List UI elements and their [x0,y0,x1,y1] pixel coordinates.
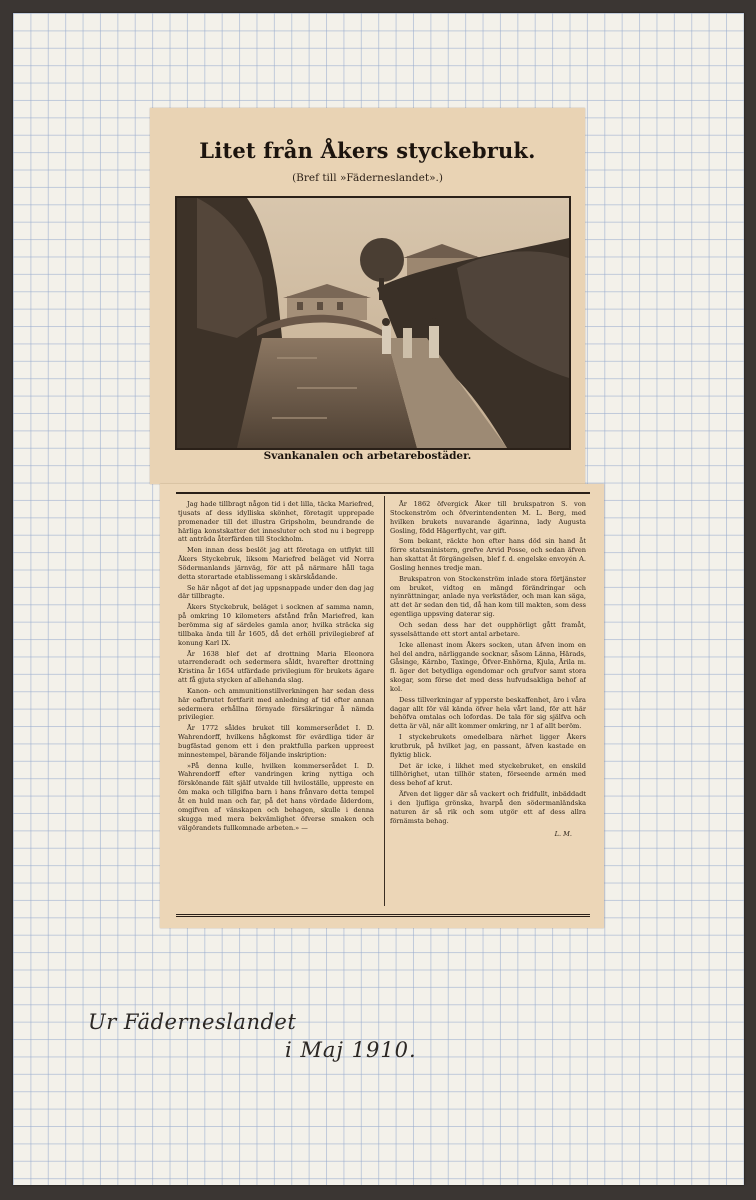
paragraph: Men innan dess beslöt jag att företaga en utflykt till Åkers Styckebruk, liksom Mariefred beläget vid Norra Södermanlands järnväg, för att på närmare håll taga detta storartade etablissemang i skärskådande. [178,546,374,581]
author-signature: L. M. [554,829,572,838]
paragraph: Jag hade tillbragt någon tid i det lilla, täcka Mariefred, tjusats af dess idylliska skönhet, företagit upprepade promenader till det illustra Gripsholm, beundrande de härliga konstskatter det innesluter och stod nu i begrepp att anträda återfärden till Stockholm. [178,500,374,544]
photo-canal [175,196,571,450]
paragraph: »På denna kulle, hvilken kommerserådet I. D. Wahrendorff efter vandringen kring nyttiga och förskönande fält själf utvalde till hviloställe, uppreste en öm maka och tillgifna barn i hans frånvaro detta tempel åt en huld man och far, på det hans vördade ålderdom, omgifven af vänskapen och behagen, skulle i denna skugga med mera bekvämlighet öfverse smaken och välgörandets fullkomnade arbeten.» — [178,761,374,832]
subheadline: (Bref till »Fäderneslandet».) [292,172,443,184]
canal-photo-illustration [177,198,569,448]
article-body [176,492,590,917]
clipping-top [150,108,585,484]
clipping-article [160,484,604,928]
column-divider [384,496,385,906]
graph-paper-sheet [13,13,744,1185]
paragraph: Äfven det ligger där så vackert och fridfullt, inbäddadt i den ljufliga grönska, hvarpå den södermanländska naturen är så rik och som utgör ett af dess allra förnämsta behag. [390,790,586,825]
article-column-right [390,500,586,902]
paragraph: Dess tillverkningar af ypperste beskaffenhet, äro i våra dagar allt för väl kända öfver hela vårt land, för att här behöfva omtalas och lofordas. De tala för sig själfva och detta är väl, när allt kommer omkring, nr 1 af allt beröm. [390,695,586,731]
paragraph: Icke allenast inom Åkers socken, utan äfven inom en hel del andra, närliggande socknar, såsom Länna, Härads, Gåsinge, Kärnbo, Taxinge, Öfver-Enhörna, Kjula, Årila m. fl. äger det betydliga egendomar och grufvor samt stora skogar, som förse det med dess hufvudsakliga behof af kol. [390,640,586,693]
paragraph: Åkers Styckebruk, beläget i socknen af samma namn, på omkring 10 kilometers afstånd från Mariefred, kan berömma sig af särdeles gamla anor, hvilka sträcka sig tillbaka ända till år 1605, då det erhöll privilegiebref af konung Karl IX. [178,603,374,647]
paragraph: Som bekant, räckte hon efter hans död sin hand åt förre statsministern, grefve Arvid Posse, och sedan äfven han skattat åt förgängelsen, blef f. d. engelske envoyén A. Gosling hennes tredje man. [390,537,586,572]
paragraph: År 1638 blef det af drottning Maria Eleonora utarrenderadt och sedermera såldt, hvarefter drottning Kristina år 1654 utfärdade privilegium för brukets ägare att få gjuta stycken af allehanda slag. [178,649,374,685]
paragraph: Brukspatron von Stockenström inlade stora förtjänster om bruket, vidtog en mängd förändringar och nyinrättningar, anlade nya verkstäder, och man kan säga, att det är sedan den tid, då han kom till makten, som dess egentliga uppsving daterar sig. [390,574,586,619]
paragraph: År 1772 såldes bruket till kommerserådet I. D. Wahrendorff, hvilkens hågkomst för evärdliga tider är bugfästad genom ett i den praktfulla parken uppreest minnestempel, bärande följande inskription: [178,724,374,759]
paragraph: År 1862 öfvergick Åker till brukspatron S. von Stockenström och öfverintendenten M. L. Berg, med hvilken brukets nuvarande ägarinna, lady Augusta Gosling, född Hägerflycht, var gift. [390,500,586,535]
photo-caption: Svankanalen och arbetarebostäder. [263,450,472,462]
paragraph: Kanon- och ammunitionstillverkningen har sedan dess här oafbrutet fortfarit med anledning af tid efter annan sedermera erhållna förnyade försäkringar å nämda privilegier. [178,686,374,722]
paragraph: I styckebrukets omedelbara närhet ligger Åkers krutbruk, på hvilket jag, en passant, äfven kastade en flyktig blick. [390,733,586,759]
handwritten-source: Ur Fäderneslandet [88,1010,297,1034]
handwritten-date: i Maj 1910. [285,1038,417,1062]
paragraph: Se här något af det jag uppsnappade under den dag jag där tillbragte. [178,583,374,601]
article-column-left [178,500,374,902]
headline: Litet från Åkers styckebruk. [199,138,536,163]
paragraph: Och sedan dess har det oupphörligt gått framåt, sysselsättande ett stort antal arbetare. [390,620,586,638]
paragraph: Det är icke, i likhet med styckebruket, en enskild tillhörighet, utan tillhör staten, förseende armén med dess behof af krut. [390,761,586,788]
